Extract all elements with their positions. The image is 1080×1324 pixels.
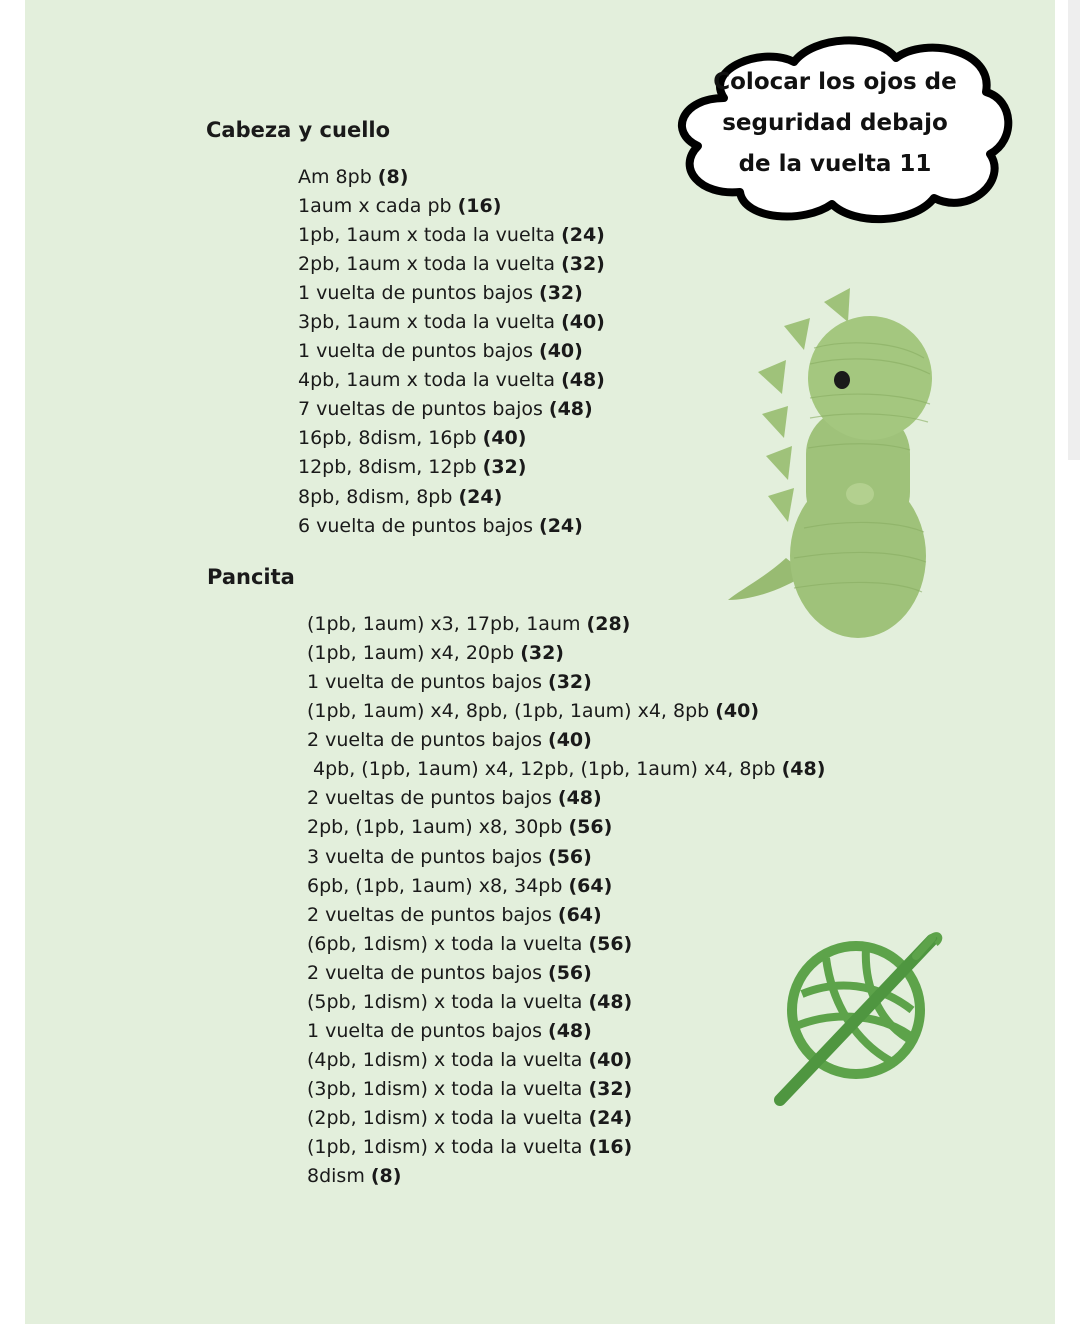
round-instruction: (5pb, 1dism) x toda la vuelta (48) — [307, 991, 633, 1013]
yarn-ball-hook-icon — [766, 924, 948, 1110]
section-title-pancita: Pancita — [207, 565, 295, 589]
round-instruction: 12pb, 8dism, 12pb (32) — [298, 456, 527, 478]
cloud-note-line: Colocar los ojos de — [713, 69, 957, 95]
scroll-edge — [1068, 0, 1080, 460]
round-instruction: (4pb, 1dism) x toda la vuelta (40) — [307, 1049, 633, 1071]
round-instruction: 1 vuelta de puntos bajos (40) — [298, 340, 583, 362]
round-instruction: 8pb, 8dism, 8pb (24) — [298, 486, 503, 508]
round-instruction: 1pb, 1aum x toda la vuelta (24) — [298, 224, 605, 246]
round-instruction: 4pb, 1aum x toda la vuelta (48) — [298, 369, 605, 391]
dino-eye — [834, 371, 850, 389]
dino-spike — [824, 288, 850, 322]
cloud-note-line: seguridad debajo — [722, 110, 948, 136]
dino-spike — [768, 488, 794, 522]
round-instruction: (3pb, 1dism) x toda la vuelta (32) — [307, 1078, 633, 1100]
round-instruction: 1 vuelta de puntos bajos (48) — [307, 1020, 592, 1042]
dino-spike — [762, 406, 788, 438]
cloud-note — [690, 62, 980, 185]
round-instruction: 1 vuelta de puntos bajos (32) — [298, 282, 583, 304]
round-instruction: (2pb, 1dism) x toda la vuelta (24) — [307, 1107, 633, 1129]
round-instruction: 2pb, (1pb, 1aum) x8, 30pb (56) — [307, 816, 613, 838]
round-instruction: 3 vuelta de puntos bajos (56) — [307, 846, 592, 868]
round-instruction: 2pb, 1aum x toda la vuelta (32) — [298, 253, 605, 275]
section-title-cabeza: Cabeza y cuello — [206, 118, 391, 142]
round-instruction: Am 8pb (8) — [298, 166, 409, 188]
round-instruction: 16pb, 8dism, 16pb (40) — [298, 427, 527, 449]
round-instruction: 3pb, 1aum x toda la vuelta (40) — [298, 311, 605, 333]
round-instruction: 1aum x cada pb (16) — [298, 195, 502, 217]
round-instruction: 2 vuelta de puntos bajos (56) — [307, 962, 592, 984]
round-instruction: (1pb, 1aum) x4, 20pb (32) — [307, 642, 564, 664]
round-instruction: 8dism (8) — [307, 1165, 402, 1187]
dino-spike — [766, 446, 792, 480]
round-instruction: 6pb, (1pb, 1aum) x8, 34pb (64) — [307, 875, 613, 897]
crochet-dinosaur-photo — [724, 288, 934, 640]
round-instruction: (6pb, 1dism) x toda la vuelta (56) — [307, 933, 633, 955]
round-instruction: (1pb, 1aum) x3, 17pb, 1aum (28) — [307, 613, 631, 635]
round-instruction: 7 vueltas de puntos bajos (48) — [298, 398, 593, 420]
round-instruction: 2 vuelta de puntos bajos (40) — [307, 729, 592, 751]
round-instruction: (1pb, 1aum) x4, 8pb, (1pb, 1aum) x4, 8pb (40) — [307, 700, 760, 722]
round-instruction: 2 vueltas de puntos bajos (64) — [307, 904, 602, 926]
round-instruction: 4pb, (1pb, 1aum) x4, 12pb, (1pb, 1aum) x4, 8pb (48) — [313, 758, 826, 780]
cloud-note-line: de la vuelta 11 — [738, 151, 932, 177]
round-instruction: 1 vuelta de puntos bajos (32) — [307, 671, 592, 693]
round-instruction: 6 vuelta de puntos bajos (24) — [298, 515, 583, 537]
dino-spike — [784, 318, 810, 350]
round-instruction: 2 vueltas de puntos bajos (48) — [307, 787, 602, 809]
dino-arm — [846, 483, 874, 505]
round-instruction: (1pb, 1dism) x toda la vuelta (16) — [307, 1136, 633, 1158]
dino-head — [808, 316, 932, 440]
dino-spike — [758, 360, 786, 394]
